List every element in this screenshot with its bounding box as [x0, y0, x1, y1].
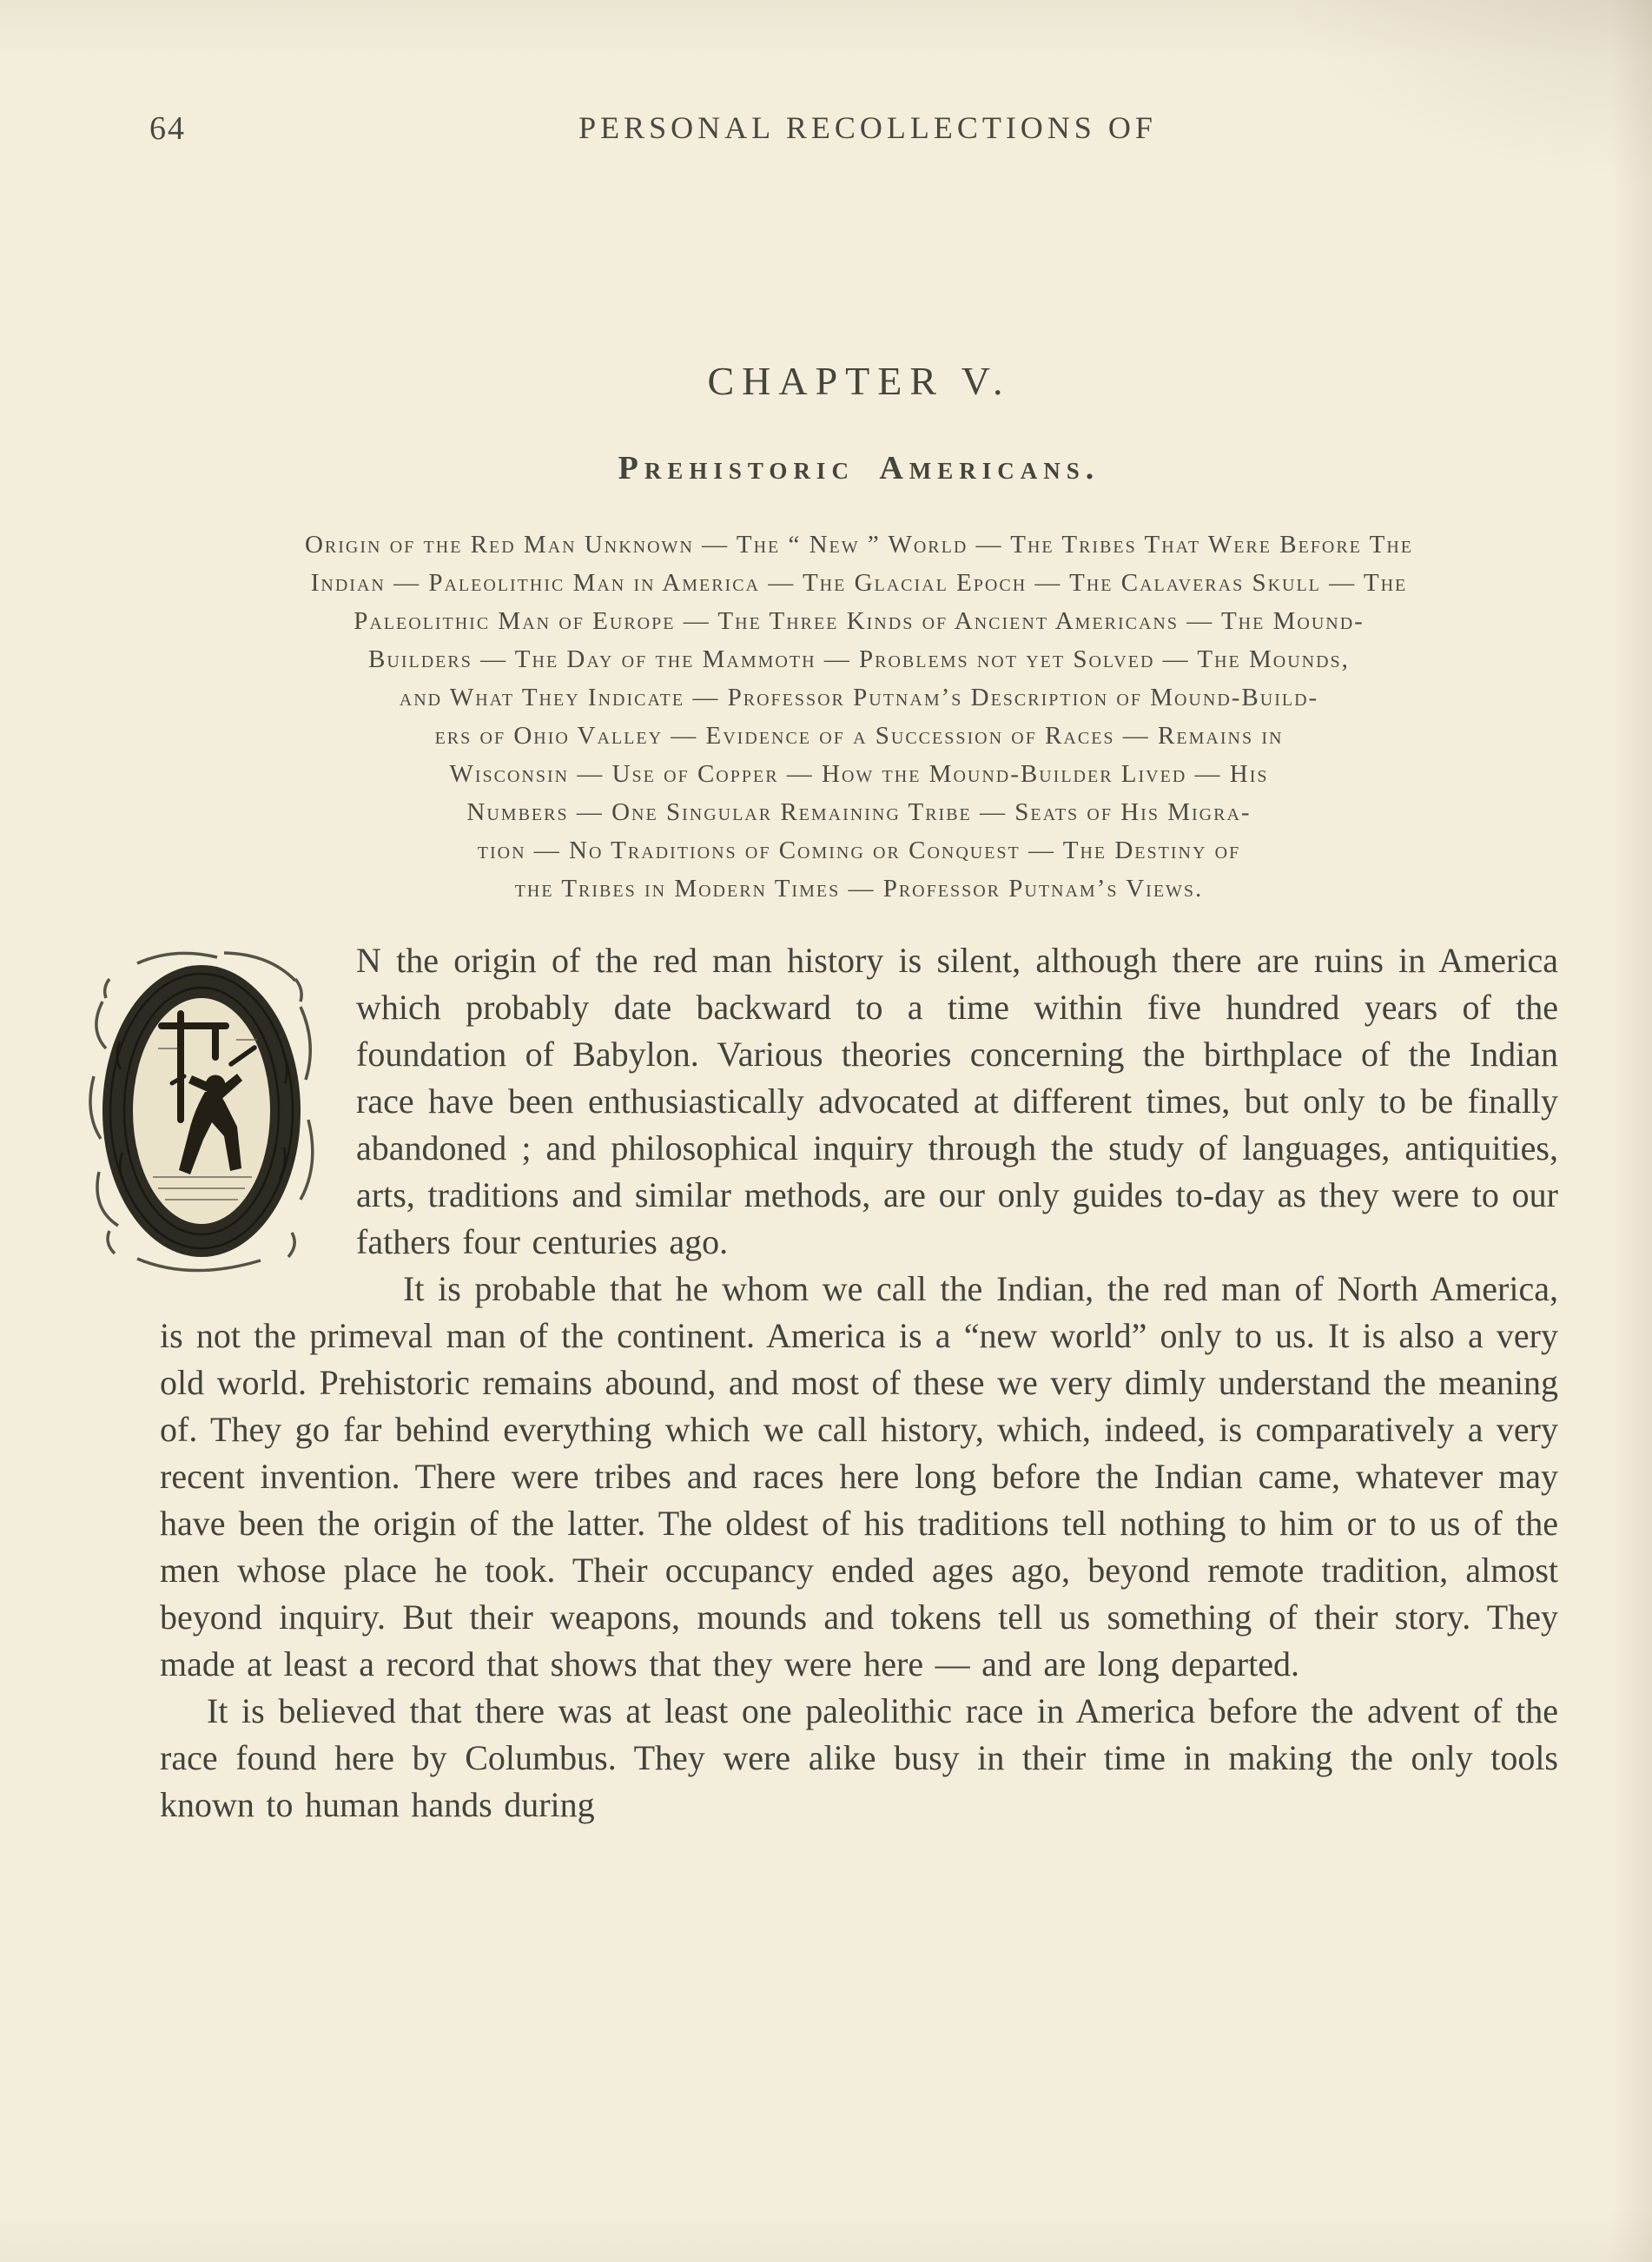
opening-paragraph-text: N the origin of the red man history is silent, although there are ruins in America which probably date backward to a time within five hundred years of the foundation of Babylon. Various theories concerning the birthplace of the Indian race have been enthusiastically advocated at different times, but only to be finally abandoned ; and philosophical inquiry through the study of languages, antiquities, arts, traditions and similar methods, are our only guides to-day as they were to our fathers four centuries ago. — [356, 941, 1558, 1261]
drop-cap-woodcut-illustration-icon — [83, 944, 320, 1278]
synopsis-line: Wisconsin — Use of Copper — How the Mound-Builder Lived — His — [449, 760, 1269, 788]
synopsis-line: the Tribes in Modern Times — Professor Putnam’s Views. — [514, 875, 1204, 903]
synopsis-line: Origin of the Red Man Unknown — The “ New ” World — The Tribes That Were Before The — [304, 531, 1414, 559]
body-text — [160, 937, 1558, 1829]
opening-paragraph — [160, 937, 1558, 1266]
synopsis-line: and What They Indicate — Professor Putnam’s Description of Mound-Build- — [399, 684, 1319, 711]
paragraph: It is believed that there was at least one paleolithic race in America before the advent of the race found here by Columbus. They were alike busy in their time in making the only tools known to human hands during — [160, 1691, 1558, 1824]
synopsis-line: Numbers — One Singular Remaining Tribe — Seats of His Migra- — [466, 798, 1252, 826]
chapter-subtitle: Prehistoric Americans. — [618, 450, 1100, 486]
chapter-synopsis — [160, 526, 1558, 908]
synopsis-line: Indian — Paleolithic Man in America — The Glacial Epoch — The Calaveras Skull — The — [310, 569, 1408, 597]
synopsis-line: Builders — The Day of the Mammoth — Problems not yet Solved — The Mounds, — [368, 645, 1350, 673]
chapter-title: CHAPTER V. — [707, 359, 1011, 403]
synopsis-line: tion — No Traditions of Coming or Conquest — The Destiny of — [477, 837, 1241, 864]
running-header-title: PERSONAL RECOLLECTIONS OF — [578, 110, 1157, 145]
paragraph: It is probable that he whom we call the Indian, the red man of North America, is not the primeval man of the continent. America is a “new world” only to us. It is also a very old world. Prehistoric remains abound, and most of these we very dimly understand the meaning of. They go far behind everything which we call history, which, indeed, is comparatively a very recent invention. There were tribes and races here long before the Indian came, whatever may have been the origin of the latter. The oldest of his traditions tell nothing to him or to us of the men whose place he took. Their occupancy ended ages ago, beyond remote tradition, almost beyond inquiry. But their weapons, mounds and tokens tell us something of their story. They made at least a record that shows that they were here — and are long departed. — [160, 1269, 1558, 1683]
page-number: 64 — [149, 110, 186, 147]
running-head — [149, 109, 1558, 151]
body-paragraphs — [160, 1266, 1558, 1829]
synopsis-line: Paleolithic Man of Europe — The Three Kinds of Ancient Americans — The Mound- — [354, 607, 1365, 635]
synopsis-line: ers of Ohio Valley — Evidence of a Succession of Races — Remains in — [434, 722, 1284, 750]
